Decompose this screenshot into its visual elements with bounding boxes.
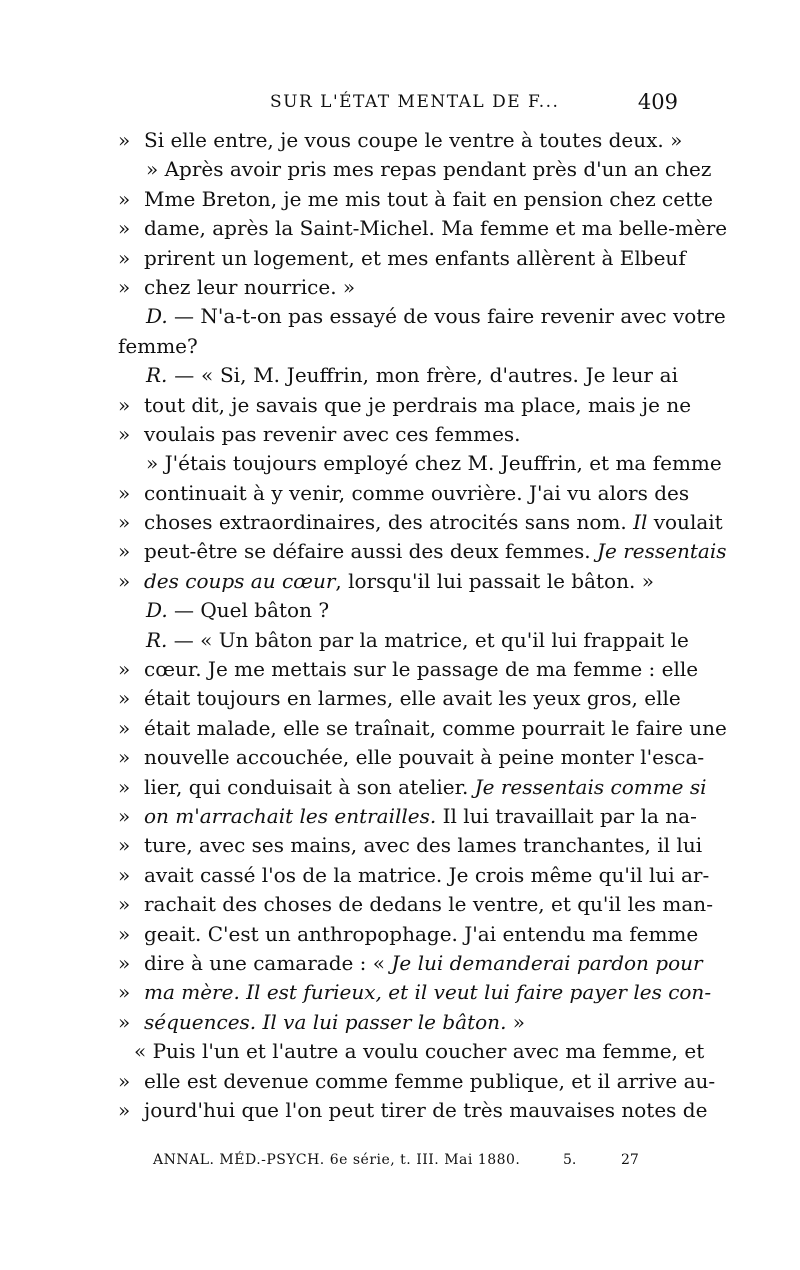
quote-mark: »	[118, 1068, 131, 1093]
text-run: jourd'hui que l'on peut tirer de très mauvaises notes de	[144, 1097, 708, 1122]
italic-text: on m'arrachait les entrailles.	[144, 803, 437, 828]
text-line	[118, 420, 678, 449]
italic-text: Je lui demanderai pardon pour	[391, 950, 703, 975]
quote-mark: »	[118, 686, 131, 711]
text-line	[118, 714, 727, 743]
text-run: ture, avec ses mains, avec des lames tranchantes, il lui	[144, 833, 703, 858]
text-run: cœur. Je me mettais sur le passage de ma femme : elle	[144, 657, 699, 682]
page-header	[118, 90, 678, 120]
italic-text: D.	[146, 304, 168, 329]
text-line	[118, 567, 678, 596]
text-line	[118, 978, 712, 1007]
quote-mark: »	[118, 980, 131, 1005]
text-line	[118, 508, 723, 537]
italic-text: Il	[633, 510, 648, 535]
text-line	[118, 537, 727, 566]
quote-mark: »	[118, 657, 131, 682]
text-run: — Quel bâton ?	[167, 598, 330, 623]
text-line	[118, 244, 686, 273]
text-run: »	[506, 1009, 526, 1034]
text-run: chez leur nourrice. »	[144, 274, 356, 299]
text-line	[118, 773, 707, 802]
text-line	[118, 185, 713, 214]
text-run: dame, après la Saint-Michel. Ma femme et ma belle-mère	[144, 216, 728, 241]
text-line	[118, 1096, 708, 1125]
text-line	[118, 302, 726, 331]
text-run: était malade, elle se traînait, comme pourrait le faire une	[144, 715, 727, 740]
text-line	[118, 684, 681, 713]
quote-mark: »	[118, 1097, 131, 1122]
text-run: avait cassé l'os de la matrice. Je crois même qu'il lui ar-	[144, 862, 710, 887]
text-line	[118, 214, 728, 243]
text-run: Il lui travaillait par la na-	[436, 803, 697, 828]
text-line	[118, 831, 703, 860]
text-run: lier, qui conduisait à son atelier.	[144, 774, 475, 799]
text-run: Si elle entre, je vous coupe le ventre à toutes deux. »	[144, 128, 683, 152]
quote-mark: »	[118, 245, 131, 270]
text-run: — « Un bâton par la matrice, et qu'il lui frappait le	[167, 627, 689, 652]
text-line	[118, 361, 678, 390]
text-line	[118, 391, 692, 420]
text-line	[118, 596, 678, 625]
text-run: continuait à y venir, comme ouvrière. J'ai vu alors des	[144, 480, 690, 505]
quote-mark: »	[118, 186, 131, 211]
text-run: , lorsqu'il lui passait le bâton. »	[335, 568, 654, 593]
text-run: » J'étais toujours employé chez M. Jeuffrin, et ma femme	[146, 451, 722, 476]
text-run: — « Si, M. Jeuffrin, mon frère, d'autres. Je leur ai	[167, 363, 678, 388]
text-line	[118, 155, 712, 184]
body-text	[118, 126, 728, 1125]
footer-sheet-number: 27	[621, 1152, 639, 1168]
quote-mark: »	[118, 774, 131, 799]
quote-mark: »	[118, 421, 131, 446]
text-line	[118, 1037, 705, 1066]
quote-mark: »	[118, 480, 131, 505]
italic-text: D.	[146, 598, 168, 623]
quote-mark: »	[118, 862, 131, 887]
quote-mark: »	[118, 745, 131, 770]
text-run: voulait	[647, 510, 723, 535]
footer-sheet-mark: 5.	[563, 1152, 577, 1168]
quote-mark: »	[118, 274, 131, 299]
text-run: prirent un logement, et mes enfants allèrent à Elbeuf	[144, 245, 686, 270]
quote-mark: »	[118, 715, 131, 740]
text-line	[118, 861, 710, 890]
text-run: femme?	[118, 333, 198, 358]
text-run: nouvelle accouchée, elle pouvait à peine monter l'esca-	[144, 745, 705, 770]
text-run: choses extraordinaires, des atrocités sans nom.	[144, 510, 634, 535]
italic-text: R.	[146, 363, 168, 388]
italic-text: séquences. Il va lui passer le bâton.	[144, 1009, 507, 1034]
text-line	[118, 743, 705, 772]
text-run: elle est devenue comme femme publique, et il arrive au-	[144, 1068, 716, 1093]
quote-mark: »	[118, 216, 131, 241]
quote-mark: »	[118, 1009, 131, 1034]
page-footer	[153, 1150, 643, 1174]
text-run: peut-être se défaire aussi des deux femmes.	[144, 539, 597, 564]
text-line	[118, 1008, 678, 1037]
quote-mark: »	[118, 892, 131, 917]
italic-text: Je ressentais comme si	[474, 774, 707, 799]
text-line	[118, 655, 699, 684]
text-line	[118, 920, 699, 949]
quote-mark: »	[118, 833, 131, 858]
text-run: voulais pas revenir avec ces femmes.	[144, 421, 521, 446]
text-line	[118, 949, 703, 978]
quote-mark: »	[118, 539, 131, 564]
quote-mark: »	[118, 510, 131, 535]
quote-mark: »	[118, 568, 131, 593]
text-line	[118, 479, 690, 508]
italic-text: ma mère. Il est furieux, et il veut lui faire payer les con-	[144, 980, 712, 1005]
text-run: geait. C'est un anthropophage. J'ai entendu ma femme	[144, 921, 699, 946]
text-run: tout dit, je savais que je perdrais ma place, mais je ne	[144, 392, 692, 417]
text-run: dire à une camarade : «	[144, 950, 392, 975]
text-run: rachait des choses de dedans le ventre, et qu'il les man-	[144, 892, 713, 917]
text-line	[118, 126, 683, 155]
quote-mark: »	[118, 803, 131, 828]
text-run: Mme Breton, je me mis tout à fait en pension chez cette	[144, 186, 713, 211]
text-line	[118, 1067, 716, 1096]
text-line	[118, 449, 722, 478]
quote-mark: »	[118, 392, 131, 417]
page-number: 409	[637, 90, 678, 114]
text-run: « Puis l'un et l'autre a voulu coucher avec ma femme, et	[134, 1039, 705, 1064]
quote-mark: »	[118, 950, 131, 975]
italic-text: des coups au cœur	[144, 568, 336, 593]
text-line	[118, 890, 713, 919]
italic-text: R.	[146, 627, 168, 652]
text-line	[118, 332, 678, 361]
text-line	[118, 626, 689, 655]
italic-text: Je ressentais	[597, 539, 727, 564]
text-run: était toujours en larmes, elle avait les yeux gros, elle	[144, 686, 681, 711]
quote-mark: »	[118, 128, 131, 152]
quote-mark: »	[118, 921, 131, 946]
text-run: — N'a-t-on pas essayé de vous faire revenir avec votre	[167, 304, 726, 329]
running-head: SUR L'ÉTAT MENTAL DE F...	[270, 92, 560, 112]
footer-signature: ANNAL. MÉD.-PSYCH. 6e série, t. III. Mai 1880.	[153, 1152, 521, 1168]
text-line	[118, 273, 678, 302]
text-line	[118, 802, 697, 831]
text-run: » Après avoir pris mes repas pendant près d'un an chez	[146, 157, 712, 182]
